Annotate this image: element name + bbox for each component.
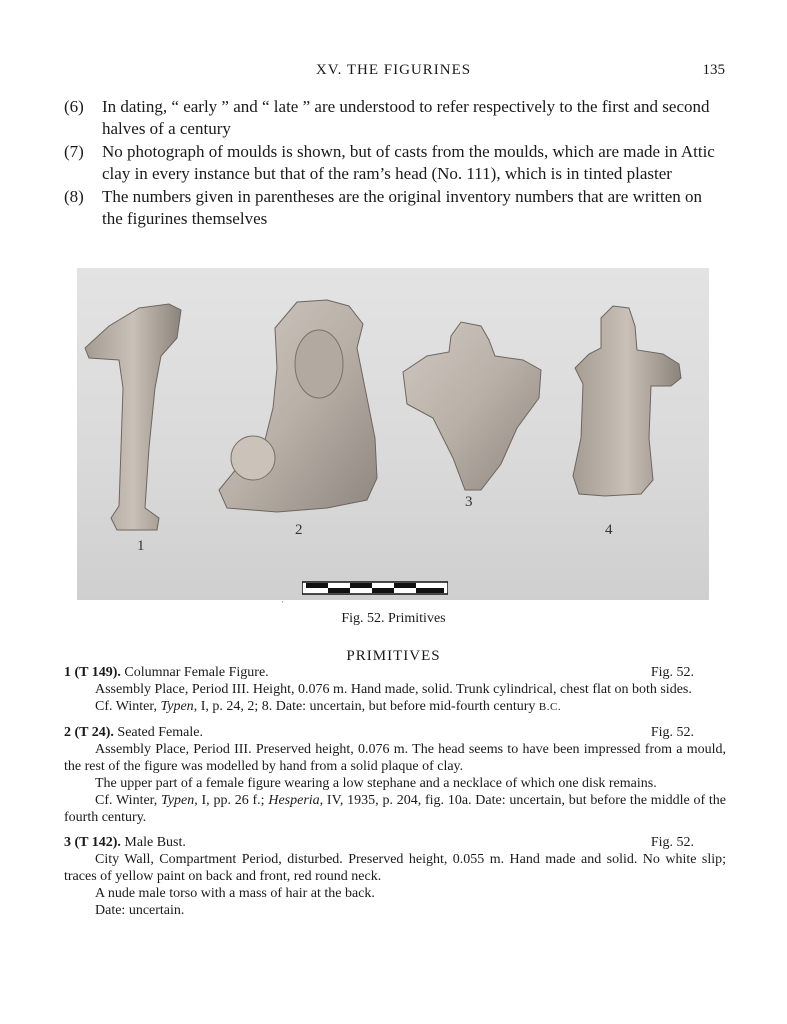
note-item: [64, 96, 726, 140]
catalogue-entry: [64, 724, 726, 826]
entry-title: Male Bust.: [124, 835, 186, 850]
page-number: 135: [702, 62, 725, 78]
entry-title: Columnar Female Figure.: [124, 665, 269, 680]
note-item: [64, 186, 726, 230]
figure-label-1: 1: [137, 538, 145, 554]
figurines-illustration: [77, 268, 709, 600]
figure-label-4: 4: [605, 522, 613, 538]
entry-date: Date: uncertain.: [95, 903, 185, 918]
note-text: The numbers given in parentheses are the original inventory numbers that are written on the figurines themselves: [102, 187, 703, 228]
notes-list: [64, 96, 726, 231]
entry-fig-ref: Fig. 52.: [650, 835, 694, 850]
entry-description: City Wall, Compartment Period, disturbed. Preserved height, 0.055 m. Hand made and solid. No white slip; traces of yellow paint on back and front, red round neck.: [64, 852, 726, 884]
figurines-photograph: [77, 268, 709, 600]
figure-label-3: 3: [465, 494, 473, 510]
catalogue-entries: [64, 664, 726, 927]
entry-heading: [64, 724, 726, 741]
entry-description-2: The upper part of a female figure wearing a low stephane and a necklace of which one disk remains.: [95, 776, 657, 791]
chapter-title: XV. THE FIGURINES: [315, 62, 472, 78]
section-title: PRIMITIVES: [346, 648, 441, 664]
catalogue-entry: [64, 834, 726, 919]
scale-tick: ˈ: [281, 600, 285, 611]
entry-heading: [64, 664, 726, 681]
running-head: [0, 62, 787, 82]
figurine-3: [403, 322, 541, 490]
note-item: [64, 141, 726, 185]
entry-description: Assembly Place, Period III. Height, 0.076 m. Hand made, solid. Trunk cylindrical, chest flat on both sides.: [95, 682, 692, 697]
entry-reference: Cf. Winter, Typen, I, p. 24, 2; 8. Date: uncertain, but before mid-fourth century B.C.: [95, 699, 562, 714]
note-text: In dating, “ early ” and “ late ” are understood to refer respectively to the first and second halves of a century: [102, 97, 710, 138]
catalogue-entry: [64, 664, 726, 716]
entry-reference: Cf. Winter, Typen, I, pp. 26 f.; Hesperia, IV, 1935, p. 204, fig. 10a. Date: uncertain, but before the middle of the fourth century.: [64, 793, 727, 825]
figurine-2-head: [295, 330, 343, 398]
figurine-1: [85, 304, 181, 530]
entry-heading: [64, 834, 726, 851]
note-number: (8): [64, 187, 84, 206]
figurine-4: [573, 306, 681, 496]
note-number: (7): [64, 142, 84, 161]
entry-number: 1 (T 149).: [64, 665, 121, 680]
figure-label-2: 2: [295, 522, 303, 538]
figure-caption: Fig. 52. Primitives: [341, 611, 446, 626]
entry-number: 3 (T 142).: [64, 835, 121, 850]
entry-number: 2 (T 24).: [64, 725, 114, 740]
entry-fig-ref: Fig. 52.: [650, 725, 694, 740]
entry-fig-ref: Fig. 52.: [650, 665, 694, 680]
entry-description: Assembly Place, Period III. Preserved height, 0.076 m. The head seems to have been impressed from a mould, the rest of the figure was modelled by hand from a solid plaque of clay.: [64, 742, 726, 774]
scale-bar: [302, 580, 448, 596]
entry-description-2: A nude male torso with a mass of hair at the back.: [95, 886, 375, 901]
figurine-2-disk: [231, 436, 275, 480]
note-text: No photograph of moulds is shown, but of casts from the moulds, which are made in Attic clay in every instance but that of the ram’s head (No. 111), which is in tinted plaster: [102, 142, 715, 183]
figurine-2: [219, 300, 377, 512]
note-number: (6): [64, 97, 84, 116]
entry-title: Seated Female.: [117, 725, 203, 740]
